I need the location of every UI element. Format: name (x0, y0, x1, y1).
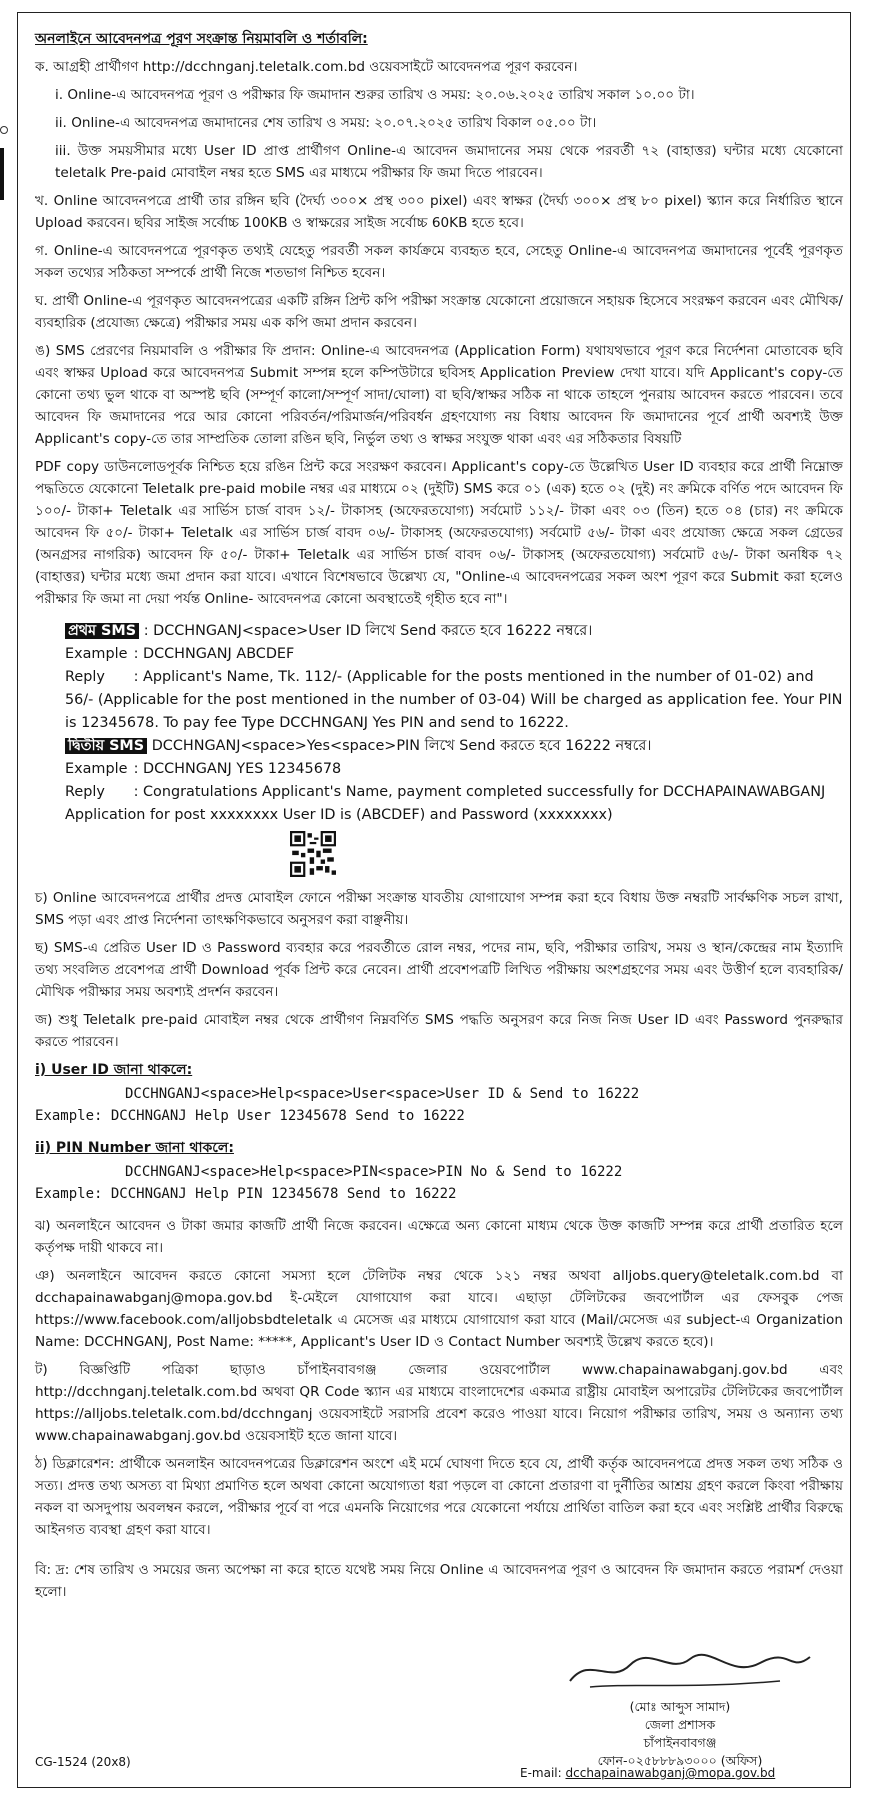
rule-cha-mobile: চ) Online আবেদনপত্রে প্রার্থীর প্রদত্ত মোবাইল ফোনে পরীক্ষা সংক্রান্ত যাবতীয় যোগাযোগ সম্পন্ন করা হবে বিধায় উক্ত নম্বরটি সার্বক্ষণিক সচল রাখা, SMS পড়া এবং প্রাপ্ত নির্দেশনা তাৎক্ষণিকভাবে অনুসরণ করা বাঞ্ছনীয়। (35, 890, 843, 928)
sms1-instruction: : DCCHNGANJ<space>User ID লিখে Send করতে হবে 16222 নম্বরে। (143, 623, 593, 639)
notice-content (35, 20, 843, 1609)
sms1-reply-text: : Applicant's Name, Tk. 112/- (Applicable for the posts mentioned in the number of 01-02) and 56/- (Applicable for the post mentioned in the number of 03-04) Will be charged as application fee. Your PIN is 12345678. To pay fee Type DCCHNGANJ Yes PIN and send to 16222. (65, 669, 843, 731)
sms2-example (65, 758, 843, 781)
sms2-badge: দ্বিতীয় SMS (65, 738, 147, 754)
sms1-example (65, 643, 843, 666)
rule-chha-admit-card: ছ) SMS-এ প্রেরিত User ID ও Password ব্যবহার করে পরবর্তীতে রোল নম্বর, পদের নাম, ছবি, পরীক্ষার তারিখ, সময় ও স্থান/কেন্দ্রের নাম ইত্যাদি তথ্য সংবলিত প্রবেশপত্র প্রার্থী Download পূর্বক প্রিন্ট করে নেবেন। প্রার্থী প্রবেশপত্রটি লিখিত পরীক্ষায় অংশগ্রহণের সময় এবং উত্তীর্ণ হলে ব্যবহারিক/মৌখিক পরীক্ষার সময় অবশ্যই প্রদর্শন করবেন। (35, 940, 843, 1000)
rule-tha-declaration: ঠ) ডিক্লারেশন: প্রার্থীকে অনলাইন আবেদনপত্রের ডিক্লারেশন অংশে এই মর্মে ঘোষণা দিতে হবে যে, প্রার্থী কর্তৃক আবেদনপত্রে প্রদত্ত সকল তথ্য সঠিক ও সত্য। প্রদত্ত তথ্য অসত্য বা মিথ্যা প্রমাণিত হলে অথবা কোনো অযোগ্যতা ধরা পড়লে বা কোনো প্রতারণা বা দুর্নীতির আশ্রয় গ্রহণ করলে কিংবা পরীক্ষায় নকল বা অসদুপায় অবলম্বন করলে, পরীক্ষার পূর্বে বা পরে এমনকি নিয়োগের পরে যেকোনো পর্যায়ে প্রার্থিতা বাতিল করা হবে এবং সংশ্লিষ্ট প্রার্থীর বিরুদ্ধে আইনগত ব্যবস্থা গ্রহণ করা যাবে। (35, 1456, 843, 1538)
sms2-reply-text: : Congratulations Applicant's Name, payment completed successfully for DCCHAPAINAWABGANJ Application for post xxxxxxxx User ID is (ABCDEF) and Password (xxxxxxxx) (65, 784, 826, 823)
help-pin-title: ii) PIN Number জানা থাকলে: (35, 1140, 234, 1156)
rules-heading: অনলাইনে আবেদনপত্র পূরণ সংক্রান্ত নিয়মাবলি ও শর্তাবলি: (35, 31, 368, 47)
rule-uma-sms-part2: PDF copy ডাউনলোডপূর্বক নিশ্চিত হয়ে রঙিন প্রিন্ট করে সংরক্ষণ করবেন। Applicant's copy-তে উল্লেখিত User ID ব্যবহার করে প্রার্থী নিম্নোক্ত পদ্ধতিতে যেকোনো Teletalk pre-paid mobile নম্বর এর মাধ্যমে ০২ (দুইটি) SMS করে ০১ (এক) হতে ০২ (দুই) নং ক্রমিকে বর্ণিত পদে আবেদন ফি ১০০/- টাকা+ Teletalk এর সার্ভিস চার্জ বাবদ ১২/- টাকাসহ (অফেরতযোগ্য) সর্বমোট ১১২/- টাকা এবং ০৩ (তিন) হতে ০৪ (চার) নং ক্রমিকে আবেদন ফি ৫০/- টাকা+ Teletalk এর সার্ভিস চার্জ বাবদ ০৬/- টাকাসহ (অফেরতযোগ্য) সর্বমোট ৫৬/- টাকা এবং প্রযোজ্য ক্ষেত্রে সকল গ্রেডের (অনগ্রসর নাগরিক) আবেদন ফি ৫০/- টাকা+ Teletalk এর সার্ভিস চার্জ বাবদ ০৬/- টাকাসহ (অফেরতযোগ্য) সর্বমোট ৫৬/- টাকা অনধিক ৭২ (বাহাত্তর) ঘন্টার মধ্যে জমা প্রদান করা যাবে। এখানে বিশেষভাবে উল্লেখ্য যে, "Online-এ আবেদনপত্রের সকল অংশ পূরণ করে Submit করা হলেও পরীক্ষার ফি জমা না দেয়া পর্যন্ত Online- আবেদনপত্র কোনো অবস্থাতেই গৃহীত হবে না"। (35, 459, 843, 607)
rule-start-date: i. Online-এ আবেদনপত্র পূরণ ও পরীক্ষার ফি জমাদান শুরুর তারিখ ও সময়: ২০.০৬.২০২৫ তারিখ সকাল ১০.০০ টা। (55, 87, 695, 103)
sms2-line (65, 735, 843, 758)
signatory-designation: জেলা প্রশাসক (644, 1717, 716, 1732)
rule-uma-sms-part1: ঙ) SMS প্রেরণের নিয়মাবলি ও পরীক্ষার ফি প্রদান: Online-এ আবেদনপত্র (Application Form) যথাযথভাবে পূরণ করে নির্দেশনা মোতাবেক ছবি এবং স্বাক্ষর Upload করে আবেদনপত্র Submit সম্পন্ন হলে কম্পিউটারে ছবিসহ Application Preview দেখা যাবে। যদি Applicant's copy-তে কোনো তথ্য ভুল থাকে বা অস্পষ্ট ছবি (সম্পূর্ণ কালো/সম্পূর্ণ সাদা/ঘোলা) বা ছবি/স্বাক্ষর সঠিক না থাকে তাহলে পুনরায় আবেদন করতে পারবেন। তবে আবেদন ফি জমাদানের পরে আর কোনো পরিবর্তন/পরিমার্জন/পরিবর্ধন গ্রহণযোগ্য নয় বিধায় আবেদন ফি জমাদানের পূর্বে প্রার্থী অবশ্যই উক্ত Applicant's copy-তে তার সাম্প্রতিক তোলা রঙিন ছবি, নির্ভুল তথ্য ও স্বাক্ষর সংযুক্ত থাকা এবং এর সঠিকতার বিষয়টি (35, 343, 843, 447)
email-label: E-mail: (520, 1766, 562, 1780)
rule-ta-portal: ট) বিজ্ঞপ্তিটি পত্রিকা ছাড়াও চাঁপাইনবাবগঞ্জ জেলার ওয়েবপোর্টাল www.chapainawabganj.gov.bd এবং http://dcchnganj.teletalk.com.bd অথবা QR Code স্ক্যান এর মাধ্যমে বাংলাদেশের একমাত্র রাষ্ট্রীয় মোবাইল অপারেটর টেলিটকের জবপোর্টাল https://alljobs.teletalk.com.bd/dcchnganj ওয়েবসাইটে সরাসরি প্রবেশ করেও পাওয়া যাবে। নিয়োগ পরীক্ষার তারিখ, সময় ও অন্যান্য তথ্য www.chapainawabganj.gov.bd ওয়েবসাইট হতে জানা যাবে। (35, 1362, 843, 1444)
sms1-badge: প্রথম SMS (65, 623, 139, 639)
sms1-reply (65, 666, 843, 735)
signatory-district: চাঁপাইনবাবগঞ্জ (643, 1735, 717, 1750)
sms1-example-label: Example (65, 646, 128, 662)
rule-end-date: ii. Online-এ আবেদনপত্র জমাদানের শেষ তারিখ ও সময়: ২০.০৭.২০২৫ তারিখ বিকাল ০৫.০০ টা। (55, 115, 597, 131)
special-note: বি: দ্র: শেষ তারিখ ও সময়ের জন্য অপেক্ষা না করে হাতে যথেষ্ট সময় নিয়ে Online এ আবেদনপত্র পূরণ ও আবেদন ফি জমাদান করতে পরামর্শ দেওয়া হলো। (35, 1562, 843, 1600)
email-link[interactable]: dcchapainawabganj@mopa.gov.bd (565, 1766, 776, 1780)
handwritten-signature (530, 1645, 830, 1693)
help-userid-example: Example: DCCHNGANJ Help User 12345678 Send to 16222 (35, 1108, 465, 1124)
rule-gha-print: ঘ. প্রার্থী Online-এ পূরণকৃত আবেদনপত্রের একটি রঙ্গিন প্রিন্ট কপি পরীক্ষা সংক্রান্ত যেকোনো প্রয়োজনে সহায়ক হিসেবে সংরক্ষণ করবেন এবং মৌখিক/ব্যবহারিক (প্রযোজ্য ক্ষেত্রে) পরীক্ষার সময় এক কপি জমা প্রদান করবেন। (35, 293, 843, 331)
scan-edge-bar (0, 148, 4, 200)
sms1-line (65, 620, 843, 643)
print-code: CG-1524 (20x8) (35, 1755, 131, 1769)
qr-code-icon[interactable] (290, 831, 336, 877)
scan-edge-mark (0, 126, 8, 134)
rule-kha-photo: খ. Online আবেদনপত্রে প্রার্থী তার রঙ্গিন ছবি (দৈর্ঘ্য ৩০০× প্রস্থ ৩০০ pixel) এবং স্বাক্ষর (দৈর্ঘ্য ৩০০× প্রস্থ ৮০ pixel) স্ক্যান করে নির্ধারিত স্থানে Upload করবেন। ছবির সাইজ সর্বোচ্চ 100KB ও স্বাক্ষরের সাইজ সর্বোচ্চ 60KB হতে হবে। (35, 193, 843, 231)
sms1-example-text: : DCCHNGANJ ABCDEF (133, 646, 295, 662)
sms2-reply (65, 781, 843, 827)
rule-nya-contact: ঞ) অনলাইনে আবেদন করতে কোনো সমস্যা হলে টেলিটক নম্বর থেকে ১২১ নম্বর অথবা alljobs.query@teletalk.com.bd বা dcchapainawabganj@mopa.gov.bd ই-মেইলে যোগাযোগ করা যাবে। এছাড়া টেলিটকের জবপোর্টাল এর ফেসবুক পেজ https://www.facebook.com/alljobsbdteletalk এ মেসেজ এর মাধ্যমে যোগাযোগ করা যাবে (Mail/মেসেজ এর subject-এ Organization Name: DCCHNGANJ, Post Name: *****, Applicant's User ID ও Contact Number অবশ্যই উল্লেখ করতে হবে)। (35, 1268, 843, 1350)
rule-ka: ক. আগ্রহী প্রার্থীগণ http://dcchnganj.teletalk.com.bd ওয়েবসাইটে আবেদনপত্র পূরণ করবেন। (35, 59, 578, 75)
help-userid-title: i) User ID জানা থাকলে: (35, 1062, 193, 1078)
help-userid-command: DCCHNGANJ<space>Help<space>User<space>User ID & Send to 16222 (125, 1086, 640, 1102)
help-pin-command: DCCHNGANJ<space>Help<space>PIN<space>PIN No & Send to 16222 (125, 1164, 623, 1180)
sms2-example-label: Example (65, 761, 128, 777)
sms1-reply-label: Reply (65, 669, 105, 685)
signatory-name: (মোঃ আব্দুস সামাদ) (629, 1699, 731, 1714)
sms-instructions (65, 620, 843, 877)
rule-jha-self: ঝ) অনলাইনে আবেদন ও টাকা জমার কাজটি প্রার্থী নিজে করবেন। এক্ষেত্রে অন্য কোনো মাধ্যম থেকে উক্ত কাজটি সম্পন্ন করে প্রার্থী প্রতারিত হলে কর্তৃপক্ষ দায়ী থাকবে না। (35, 1218, 843, 1256)
sms2-reply-label: Reply (65, 784, 105, 800)
rule-ja-recovery: জ) শুধু Teletalk pre-paid মোবাইল নম্বর থেকে প্রার্থীগণ নিম্নবর্ণিত SMS পদ্ধতি অনুসরণ করে নিজ নিজ User ID এবং Password পুনরুদ্ধার করতে পারবেন। (35, 1012, 843, 1050)
help-pin-example: Example: DCCHNGANJ Help PIN 12345678 Send to 16222 (35, 1186, 457, 1202)
signatory-phone: ফোন-০২৫৮৮৮৯৩০০০ (অফিস) (597, 1753, 763, 1768)
sms2-example-text: : DCCHNGANJ YES 12345678 (133, 761, 342, 777)
sms2-instruction: DCCHNGANJ<space>Yes<space>PIN লিখে Send করতে হবে 16222 নম্বরে। (151, 738, 652, 754)
signature-block (530, 1645, 830, 1770)
rule-ga-accuracy: গ. Online-এ আবেদনপত্রে পূরণকৃত তথ্যই যেহেতু পরবর্তী সকল কার্যক্রমে ব্যবহৃত হবে, সেহেতু Online-এ আবেদনপত্র জমাদানের পূর্বেই পূরণকৃত সকল তথ্যের সঠিকতা সম্পর্কে প্রার্থী নিজে শতভাগ নিশ্চিত হবেন। (35, 243, 843, 281)
rule-fee-window: iii. উক্ত সময়সীমার মধ্যে User ID প্রাপ্ত প্রার্থীগণ Online-এ আবেদন জমাদানের সময় থেকে পরবর্তী ৭২ (বাহাত্তর) ঘন্টার মধ্যে যেকোনো teletalk Pre-paid মোবাইল নম্বর হতে SMS এর মাধ্যমে পরীক্ষার ফি জমা দিতে পারবেন। (55, 143, 843, 181)
signatory-email (520, 1766, 775, 1780)
